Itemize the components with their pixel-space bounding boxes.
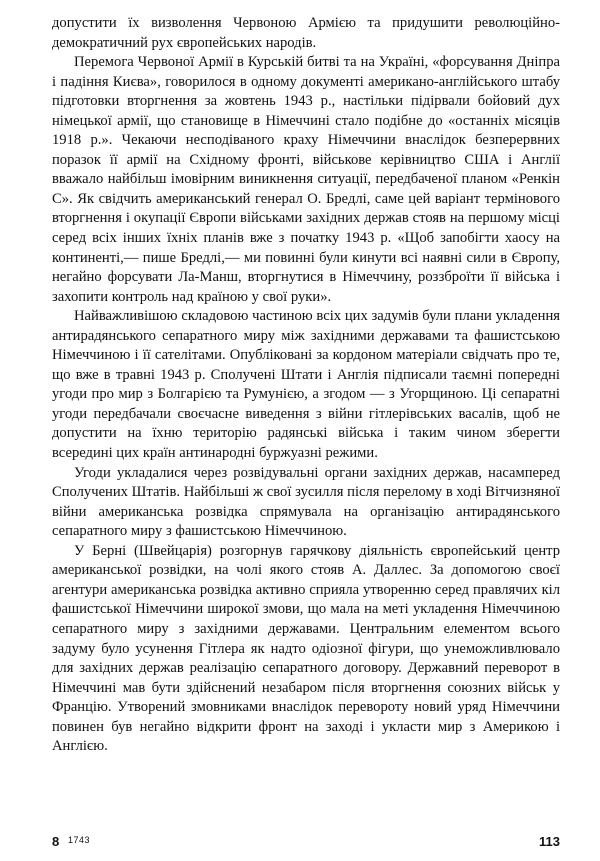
paragraph-continuation: допустити їх визволення Червоною Армією та придушити революційно-демократичний рух європейських народів. (52, 15, 560, 51)
paragraph: Перемога Червоної Армії в Курській битві та на Україні, «форсування Дніпра і падіння Києва», говорилося в одному документі американо-англійського штабу підготовки вторгнення за жовтень 1943 р., настільки підірвали бойовий дух німецької армії, що становище в Німеччині стало подібне до «останніх місяців 1918 р.». Чекаючи несподіваного краху Німеччини внаслідок безперервних поразок її армії на Східному фронті, військове керівництво США і Англії вважало найбільш імовірним виникнення ситуації, передбаченої планом «Ренкін С». Як свідчить американський генерал О. Бредлі, саме цей варіант термінового вторгнення і окупації Європи військами західних держав стояв на першому місці серед всіх інших їхніх планів вже з початку 1943 р. «Щоб запобігти хаосу на континенті,— пише Бредлі,— ми повинні були кинути всі наявні сили в Європу, негайно форсувати Ла-Манш, вторгнутися в Німеччину, роззброїти її війська і захопити контроль над країною у свої руки». (52, 54, 560, 305)
signature-code: 1743 (68, 835, 91, 845)
signature-number: 8 (52, 834, 60, 849)
paragraph: У Берні (Швейцарія) розгорнув гарячкову діяльність європейський центр американської розвідки, на чолі якого стояв А. Даллес. За допомогою своєї агентури американська розвідка активно сприяла утворенню серед правлячих кіл фашистської Німеччини широкої змови, що мала на меті укладення Німеччиною сепаратного миру з західними державами. Центральним елементом всього задуму було усунення Гітлера як надто одіозної фігури, що унеможливлювало для західних держав реалізацію сепаратного договору. Державний переворот в Німеччині мав бути здійснений незабаром після вторгнення союзних військ у Францію. Утворений змовниками внаслідок перевороту новий уряд Німеччини повинен був негайно відкрити фронт на заході і укласти мир з Америкою і Англією. (52, 542, 560, 755)
page-body (52, 14, 560, 757)
paragraph: Найважливішою складовою частиною всіх цих задумів були плани укладення антирадянського сепаратного миру між західними державами та фашистською Німеччиною і її сателітами. Опубліковані за кордоном матеріали свідчать про те, що вже в травні 1943 р. Сполучені Штати і Англія підписали таємні попередні угоди про мир з Болгарією та Румунією, а згодом — з Угорщиною. Ці сепаратні угоди передбачали своєчасне виведення з війни гітлерівських васалів, щоб не допустити на їхню територію радянські війська і таким чином зберегти всередині цих країн антинародні буржуазні режими. (52, 308, 560, 462)
page-footer (52, 834, 560, 852)
paragraph: Угоди укладалися через розвідувальні органи західних держав, насамперед Сполучених Штатів. Найбільші ж свої зусилля після перелому в ході Вітчизняної війни американська розвідка спрямувала на організацію антирадянського сепаратного миру з фашистською Німеччиною. (52, 464, 560, 540)
page-number: 113 (539, 834, 560, 849)
